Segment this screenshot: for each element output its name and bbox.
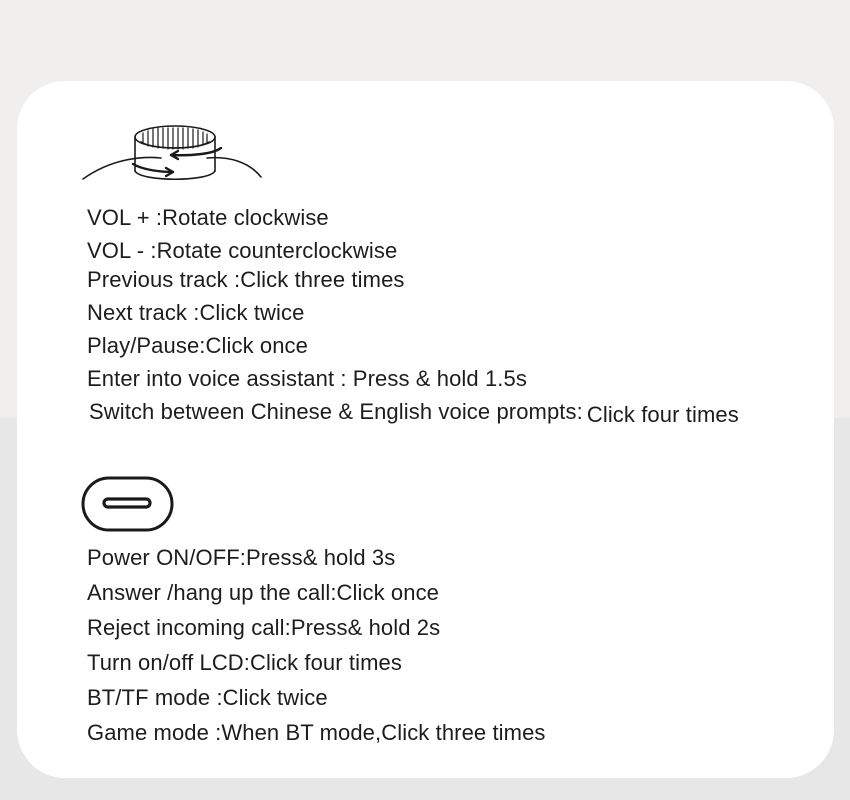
knob-instruction-vol-down: VOL - :Rotate counterclockwise <box>87 238 398 263</box>
button-instruction-answer-call: Answer /hang up the call:Click once <box>87 580 440 605</box>
voice-prompts-action: Click four times <box>586 402 739 427</box>
voice-prompts-label: Switch between Chinese & English voice prompts: <box>89 399 583 424</box>
button-instruction-bt-tf-mode: BT/TF mode :Click twice <box>87 685 328 710</box>
knob-instruction-voice-assistant: Enter into voice assistant : Press & hold 1.5s <box>87 366 527 391</box>
button-instruction-power: Power ON/OFF:Press& hold 3s <box>87 545 396 570</box>
knob-instruction-play-pause: Play/Pause:Click once <box>87 333 308 358</box>
knob-instruction-voice-prompts <box>89 399 739 425</box>
knob-instruction-next-track: Next track :Click twice <box>87 300 305 325</box>
rotary-knob-icon <box>81 122 263 186</box>
button-instruction-game-mode: Game mode :When BT mode,Click three times <box>87 720 546 745</box>
knob-instruction-vol-up: VOL + :Rotate clockwise <box>87 205 329 230</box>
knob-instruction-previous-track: Previous track :Click three times <box>87 267 405 292</box>
button-instruction-lcd: Turn on/off LCD:Click four times <box>87 650 402 675</box>
button-instruction-reject-call: Reject incoming call:Press& hold 2s <box>87 615 441 640</box>
pill-button-icon <box>81 476 175 533</box>
